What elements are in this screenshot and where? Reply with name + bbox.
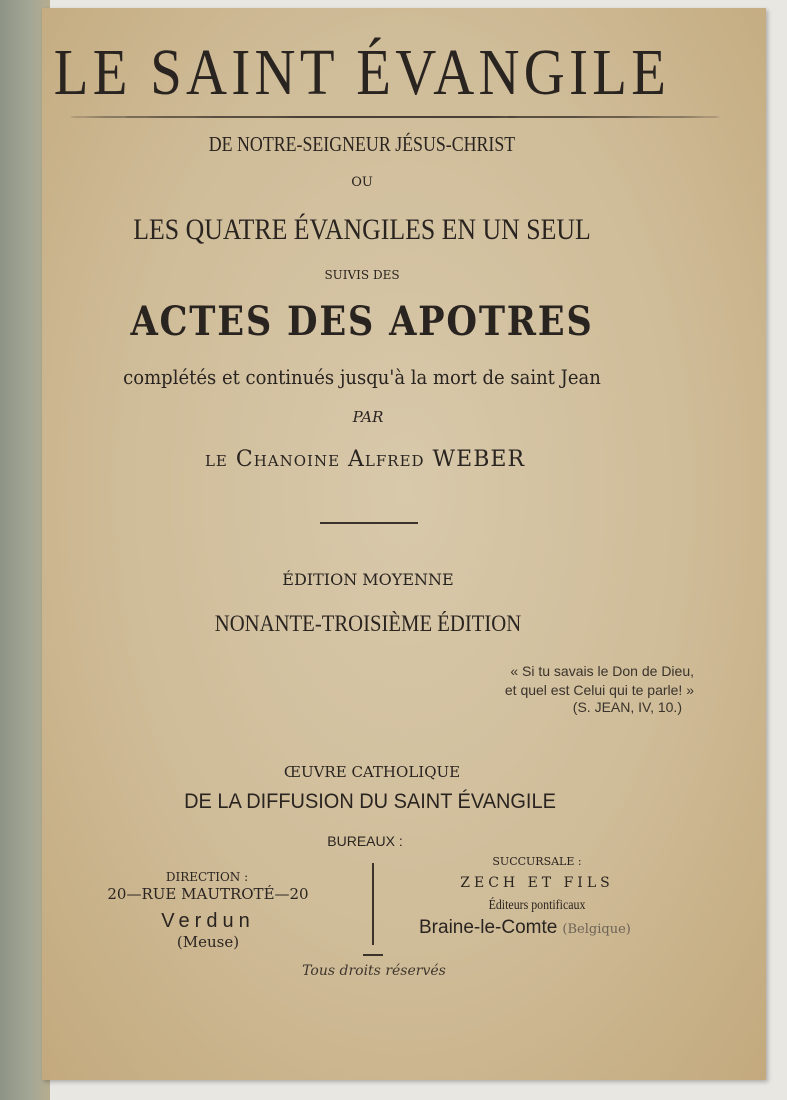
ou-text: OU — [351, 175, 373, 190]
subtitle: DE NOTRE-SEIGNEUR JÉSUS-CHRIST — [208, 132, 516, 156]
author: le Chanoine Alfred WEBER — [204, 447, 526, 472]
par-text: PAR — [352, 408, 384, 426]
edition-type: ÉDITION MOYENNE — [282, 570, 454, 589]
third-title: ACTES DES APOTRES — [130, 298, 594, 345]
title-page — [42, 8, 766, 1080]
column-divider — [372, 863, 374, 945]
direction-address: 20—RUE MAUTROTÉ—20 — [107, 885, 309, 903]
complement-text: complétés et continués jusqu'à la mort de saint Jean — [123, 365, 601, 389]
rights-text: Tous droits réservés — [302, 963, 446, 979]
succursale-label: SUCCURSALE : — [492, 855, 582, 868]
direction-city: Verdun — [161, 910, 255, 932]
epigraph-citation: (S. JEAN, IV, 10.) — [572, 699, 682, 715]
publisher-line2: DE LA DIFFUSION DU SAINT ÉVANGILE — [184, 790, 556, 813]
succursale-location — [419, 918, 631, 937]
succursale-country: (Belgique) — [562, 922, 631, 937]
direction-label: DIRECTION : — [165, 870, 249, 884]
book-title: LE SAINT ÉVANGILE — [53, 36, 671, 109]
divider-rule — [320, 522, 418, 524]
succursale-name: ZECH ET FILS — [460, 875, 614, 891]
direction-region: (Meuse) — [176, 933, 240, 951]
epigraph-line1: « Si tu savais le Don de Dieu, — [510, 663, 694, 679]
succursale-role: Éditeurs pontificaux — [488, 898, 586, 913]
title-rule — [70, 116, 720, 118]
publisher-line1: ŒUVRE CATHOLIQUE — [283, 763, 461, 781]
succursale-city: Braine-le-Comte — [419, 917, 558, 938]
column-divider-foot — [363, 954, 383, 956]
suivis-text: SUIVIS DES — [324, 268, 400, 282]
epigraph-line2: et quel est Celui qui te parle! » — [504, 682, 694, 698]
edition-number: NONANTE-TROISIÈME ÉDITION — [214, 611, 522, 636]
bureaux-label: BUREAUX : — [327, 833, 403, 849]
second-title: LES QUATRE ÉVANGILES EN UN SEUL — [133, 213, 591, 246]
